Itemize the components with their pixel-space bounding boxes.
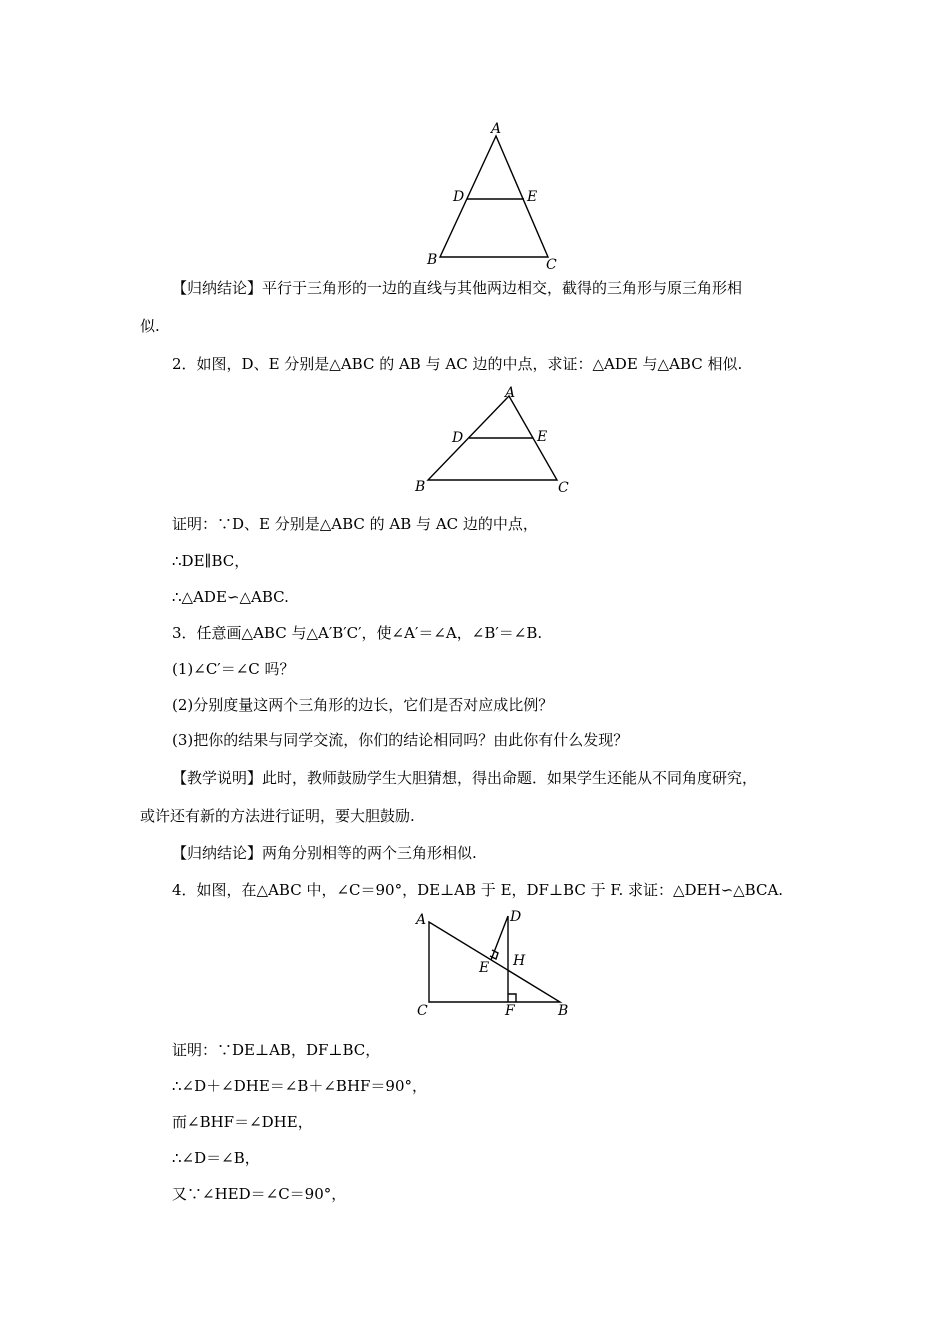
text-line: (2)分别度量这两个三角形的边长，它们是否对应成比例？: [172, 696, 554, 714]
segment-de: [491, 916, 508, 960]
text-line: (3)把你的结果与同学交流，你们的结论相同吗？由此你有什么发现？: [172, 731, 629, 749]
figure-triangle-2: [410, 384, 580, 496]
label-e: E: [479, 960, 490, 976]
text-line: 4．如图，在△ABC 中，∠C＝90°，DE⊥AB 于 E，DF⊥BC 于 F. 求证：△DEH∽△BCA.: [172, 881, 784, 899]
text-line: 又∵∠HED＝∠C＝90°，: [172, 1185, 347, 1203]
label-c: C: [546, 257, 557, 270]
label-e: E: [527, 189, 538, 205]
text-line: ∴△ADE∽△ABC.: [172, 588, 289, 606]
label-b: B: [415, 479, 426, 495]
text-line: 3．任意画△ABC 与△A′B′C′，使∠A′＝∠A，∠B′＝∠B.: [172, 624, 543, 642]
label-d: D: [510, 909, 522, 925]
triangle-abc-3: [429, 922, 560, 1002]
label-b: B: [427, 252, 438, 268]
text-line: 【归纳结论】两角分别相等的两个三角形相似.: [172, 844, 477, 862]
label-f: F: [505, 1003, 515, 1018]
label-c: C: [417, 1003, 428, 1018]
text-line: ∴∠D＋∠DHE＝∠B＋∠BHF＝90°，: [172, 1077, 428, 1095]
figure-triangle-1: [420, 118, 570, 270]
label-a: A: [416, 912, 427, 928]
label-b: B: [558, 1003, 569, 1018]
text-line: 证明：∵DE⊥AB，DF⊥BC，: [172, 1041, 381, 1059]
text-line: ∴DE∥BC，: [172, 552, 250, 570]
label-d: D: [452, 430, 464, 446]
label-h: H: [513, 953, 526, 969]
text-line: 【归纳结论】平行于三角形的一边的直线与其他两边相交，截得的三角形与原三角形相: [172, 279, 743, 297]
text-line: 或许还有新的方法进行证明，要大胆鼓励.: [140, 807, 415, 825]
label-c: C: [558, 480, 569, 496]
label-e: E: [537, 429, 548, 445]
text-line: 似.: [140, 317, 160, 335]
label-a: A: [505, 385, 516, 401]
text-line: 而∠BHF＝∠DHE，: [172, 1113, 313, 1131]
label-d: D: [453, 189, 465, 205]
label-a: A: [491, 121, 502, 137]
right-angle-mark-f: [508, 994, 516, 1002]
text-line: 【教学说明】此时，教师鼓励学生大胆猜想，得出命题．如果学生还能从不同角度研究，: [172, 769, 758, 787]
figure-right-triangle: [410, 906, 580, 1018]
text-line: 2．如图，D、E 分别是△ABC 的 AB 与 AC 边的中点，求证：△ADE 与△ABC 相似.: [172, 355, 743, 373]
text-line: (1)∠C′＝∠C 吗？: [172, 660, 295, 678]
text-line: 证明：∵D、E 分别是△ABC 的 AB 与 AC 边的中点，: [172, 515, 538, 533]
text-line: ∴∠D＝∠B，: [172, 1149, 260, 1167]
